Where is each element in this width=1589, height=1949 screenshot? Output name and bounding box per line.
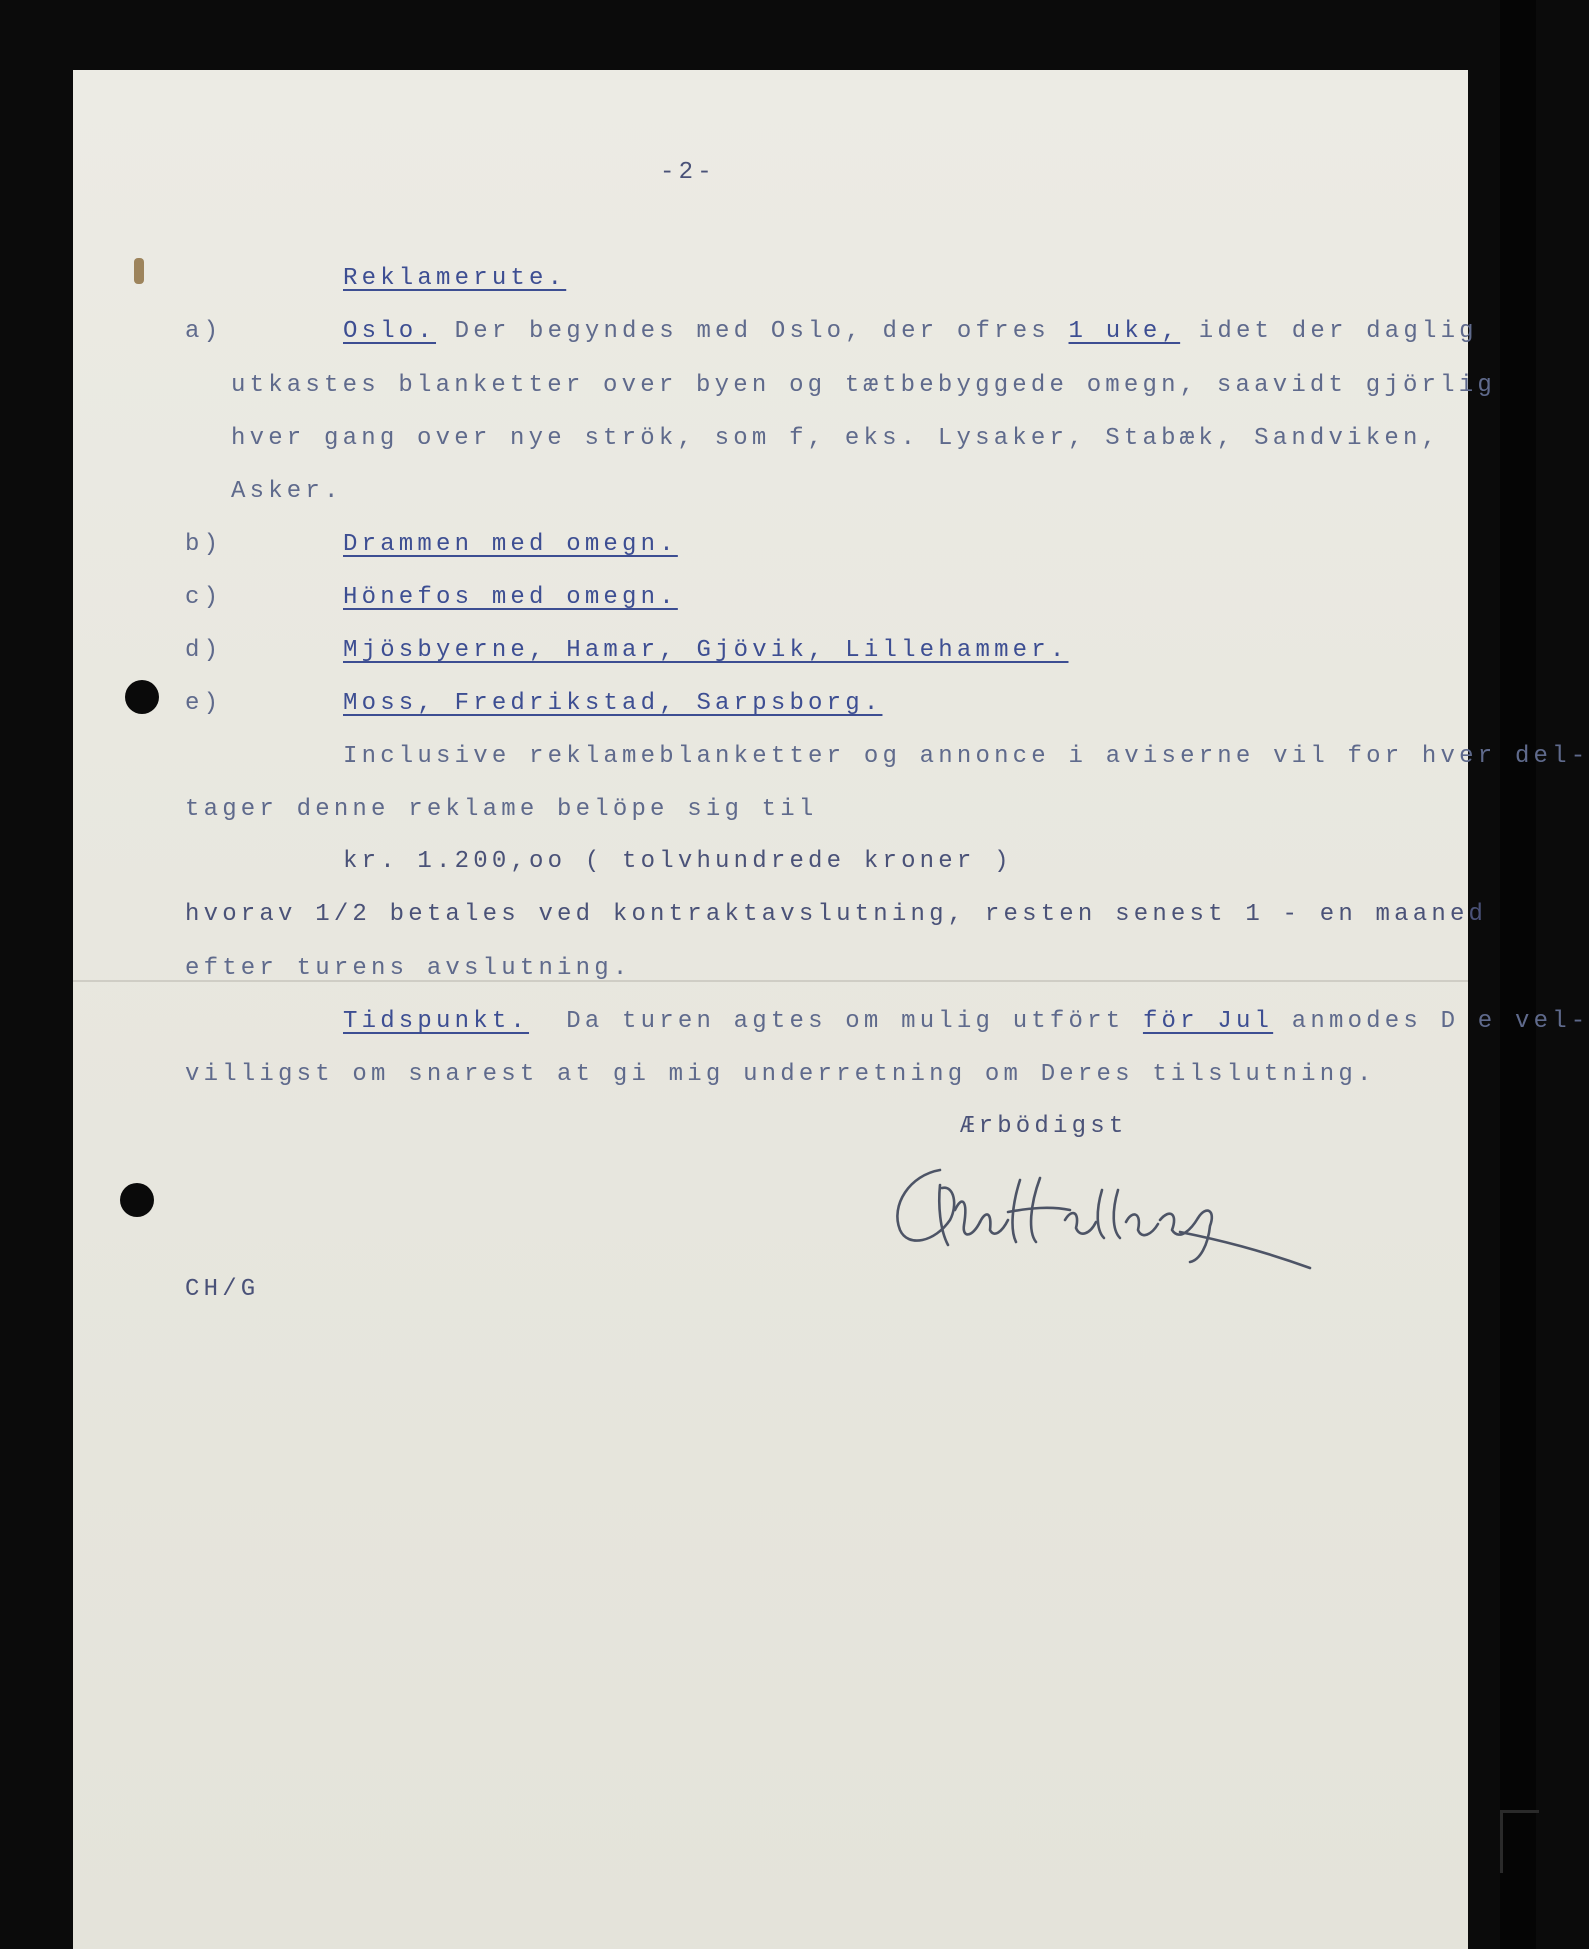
timing-line-1: Tidspunkt. Da turen agtes om mulig utfört för Jul anmodes D e vel- xyxy=(343,1008,1589,1035)
payment-line-1: hvorav 1/2 betales ved kontraktavslutning, resten senest 1 - en maaned xyxy=(185,901,1488,928)
item-a-place: Oslo. xyxy=(343,318,437,345)
scan-edge-notch xyxy=(1500,1810,1539,1873)
item-d-place: Mjösbyerne, Hamar, Gjövik, Lillehammer. xyxy=(343,637,1069,664)
price-line-1: Inclusive reklameblanketter og annonce i aviserne vil for hver del- xyxy=(343,743,1589,770)
price-amount: kr. 1.200,oo ( tolvhundrede kroner ) xyxy=(343,848,1013,875)
item-a-duration: 1 uke, xyxy=(1068,318,1181,345)
item-label-e: e) xyxy=(185,690,223,717)
timing-emphasis: för Jul xyxy=(1142,1008,1274,1035)
handwritten-signature xyxy=(880,1150,1350,1270)
price-line-2: tager denne reklame belöpe sig til xyxy=(185,796,818,823)
staple-rust-mark xyxy=(134,258,144,284)
scan-edge xyxy=(1500,0,1536,1949)
page-number: -2- xyxy=(660,159,716,186)
closing-salutation: Ærbödigst xyxy=(960,1113,1128,1140)
item-e-place: Moss, Fredrikstad, Sarpsborg. xyxy=(343,690,883,717)
item-label-a: a) xyxy=(185,318,223,345)
section-heading: Reklamerute. xyxy=(343,265,567,292)
item-a-line-2: utkastes blanketter over byen og tætbebyggede omegn, saavidt gjörlig xyxy=(231,372,1496,399)
punch-hole-bottom xyxy=(120,1183,154,1217)
item-c-place: Hönefos med omegn. xyxy=(343,584,678,611)
item-label-d: d) xyxy=(185,637,223,664)
item-label-c: c) xyxy=(185,584,223,611)
item-a-line-4: Asker. xyxy=(231,478,343,505)
item-b-place: Drammen med omegn. xyxy=(343,531,678,558)
item-a-line-3: hver gang over nye strök, som f, eks. Lysaker, Stabæk, Sandviken, xyxy=(231,425,1441,452)
timing-line-2: villigst om snarest at gi mig underretning om Deres tilslutning. xyxy=(185,1061,1376,1088)
item-label-b: b) xyxy=(185,531,223,558)
timing-label: Tidspunkt. xyxy=(343,1008,530,1035)
punch-hole-top xyxy=(125,680,159,714)
payment-line-2: efter turens avslutning. xyxy=(185,955,632,982)
typist-initials: CH/G xyxy=(185,1276,260,1303)
item-a-line-1: Oslo. Der begyndes med Oslo, der ofres 1 uke, idet der daglig xyxy=(343,318,1478,345)
